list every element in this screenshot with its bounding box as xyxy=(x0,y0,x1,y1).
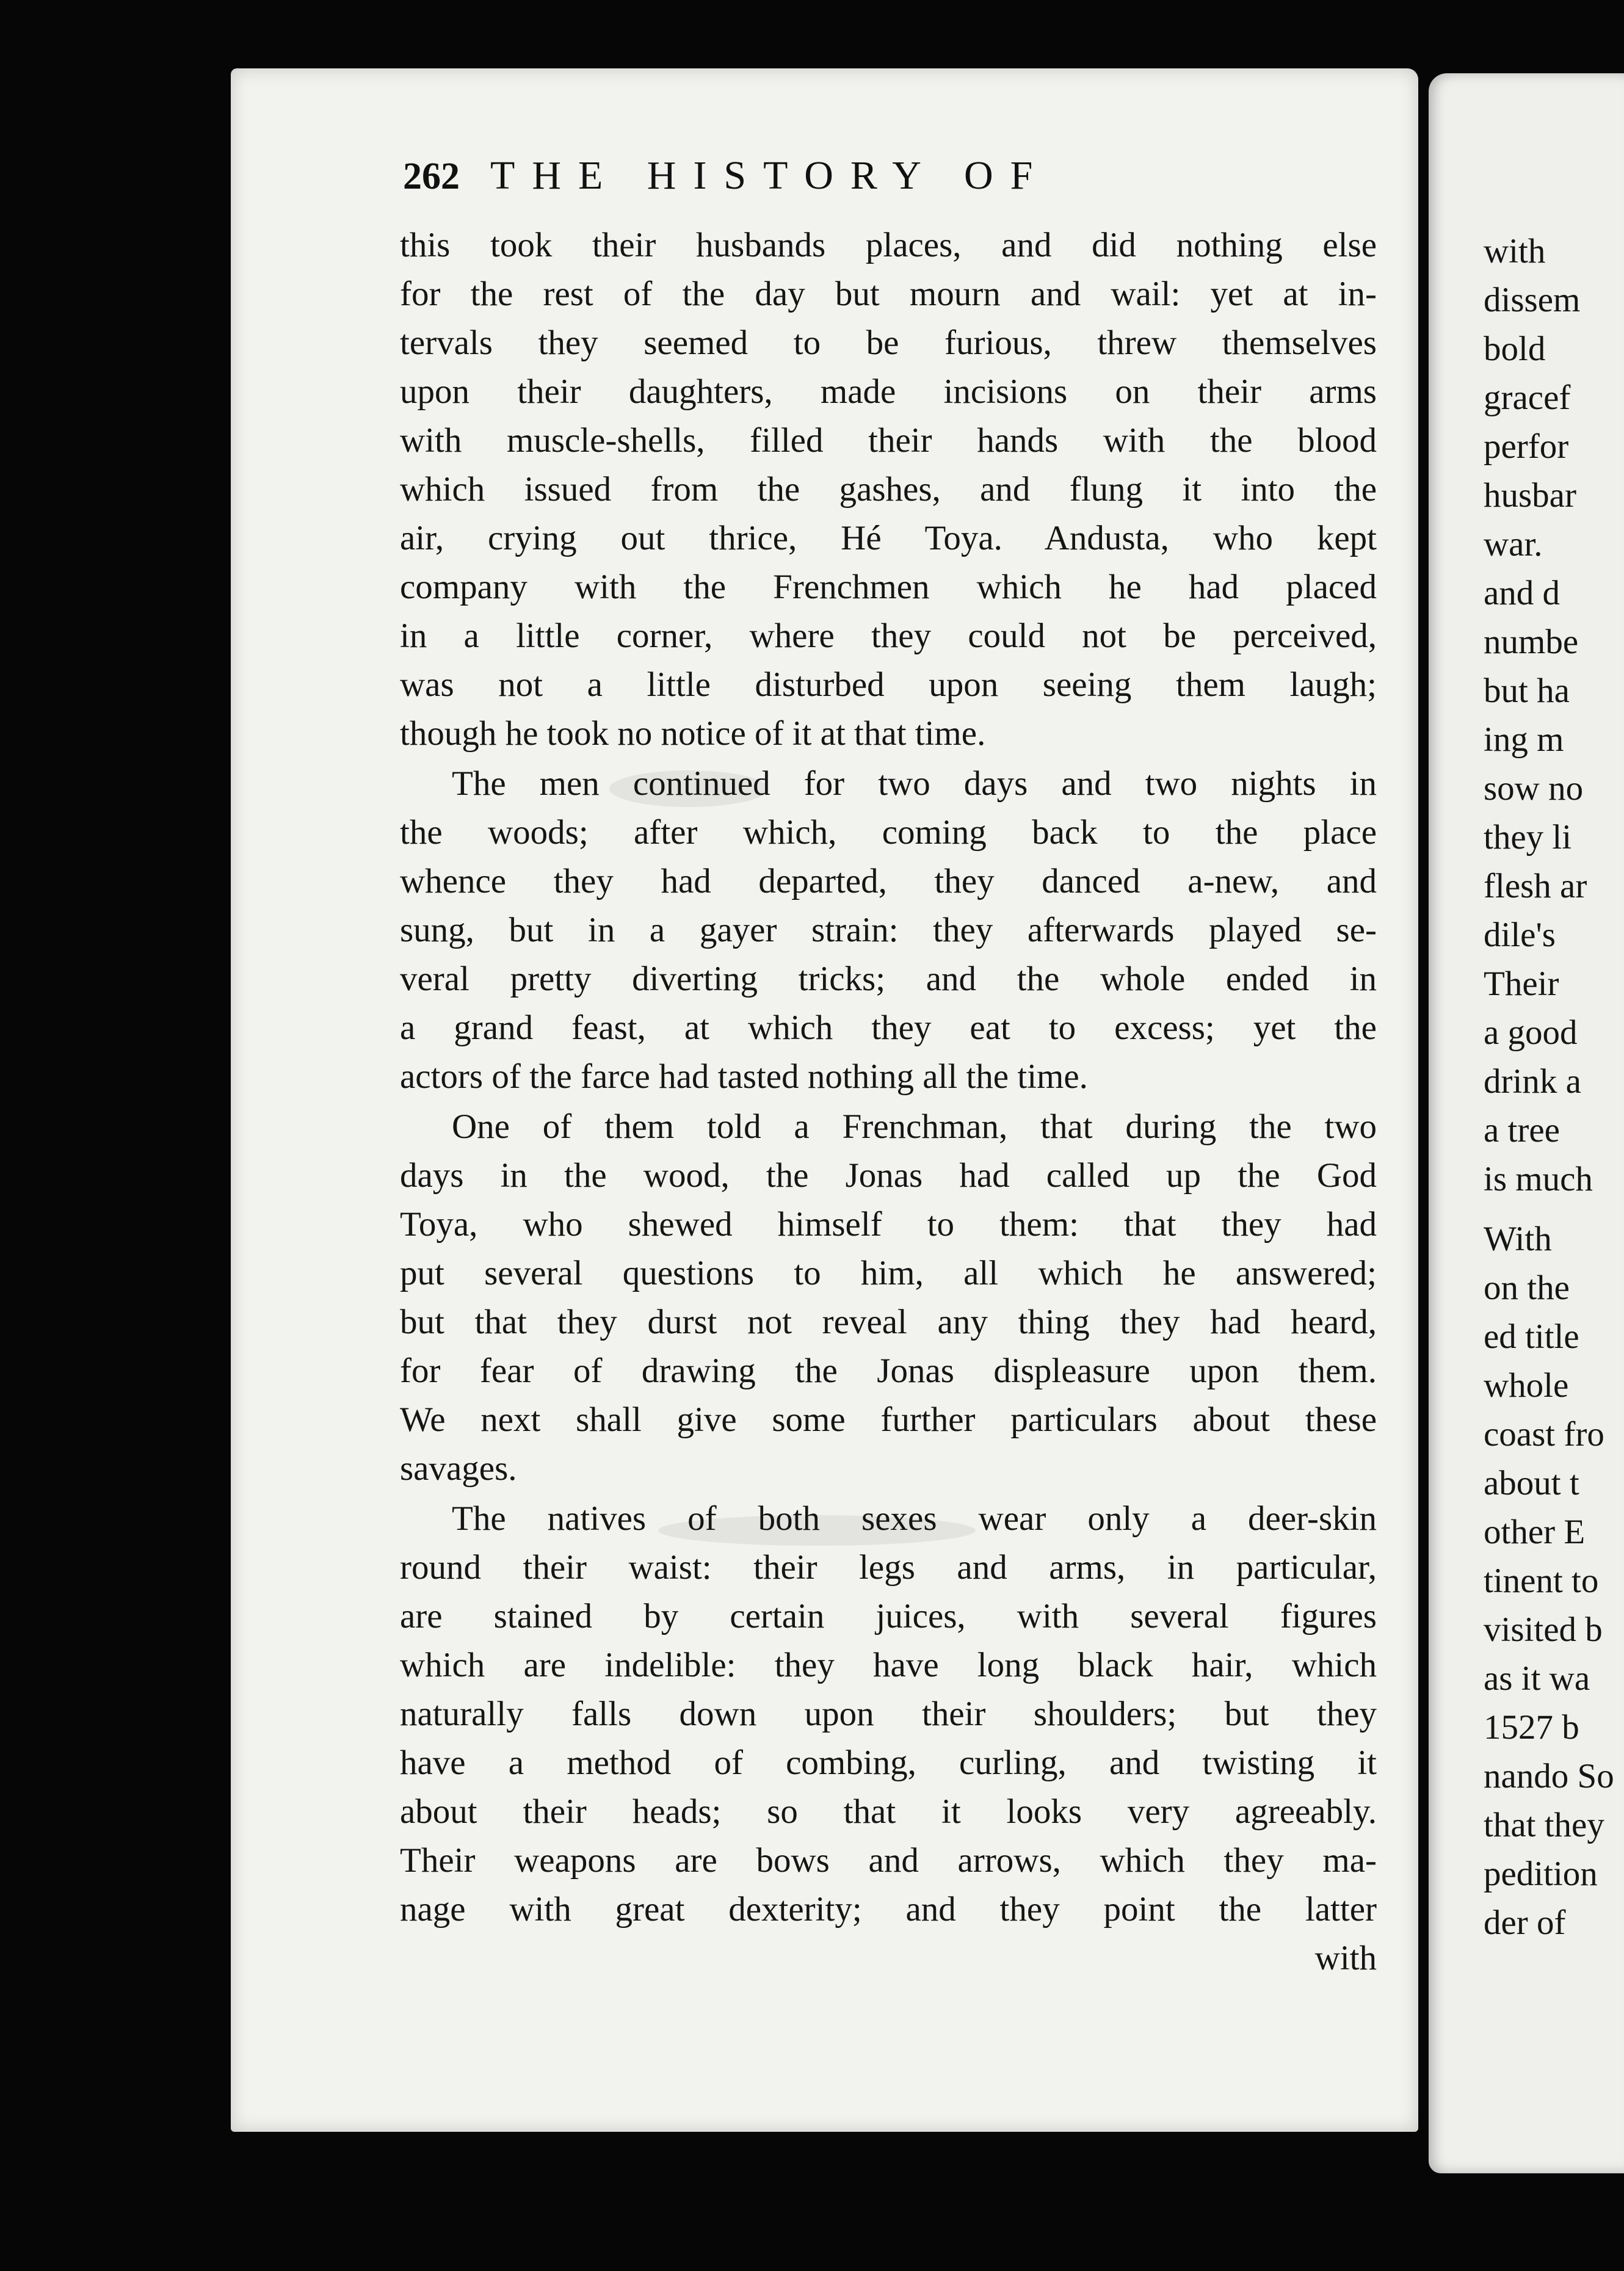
text-fragment: nando So xyxy=(1484,1757,1614,1795)
text-fragment: about t xyxy=(1484,1464,1579,1502)
text-fragment: numbe xyxy=(1484,623,1579,661)
text-fragment: that they xyxy=(1484,1806,1604,1844)
text-line: put several questions to him, all which he answered; xyxy=(400,1254,1377,1292)
text-fragment: gracef xyxy=(1484,378,1571,417)
text-fragment: pedition xyxy=(1484,1855,1598,1893)
text-line: savages. xyxy=(400,1449,517,1488)
text-line: in a little corner, where they could not be perceived, xyxy=(400,617,1377,655)
text-fragment: sow no xyxy=(1484,769,1584,808)
text-fragment: ed title xyxy=(1484,1317,1579,1356)
text-fragment: is much xyxy=(1484,1160,1593,1198)
text-line: actors of the farce had tasted nothing all the time. xyxy=(400,1057,1088,1096)
text-fragment: on the xyxy=(1484,1269,1570,1307)
text-line: Their weapons are bows and arrows, which they ma- xyxy=(400,1841,1377,1880)
text-line: veral pretty diverting tricks; and the whole ended in xyxy=(400,960,1377,998)
text-fragment: ing m xyxy=(1484,720,1564,759)
text-fragment: but ha xyxy=(1484,672,1570,710)
text-fragment: with xyxy=(1484,232,1546,270)
page-number: 262 xyxy=(403,156,460,197)
text-line: but that they durst not reveal any thing they had heard, xyxy=(400,1303,1377,1341)
running-head: THE HISTORY OF xyxy=(490,153,1050,198)
text-fragment: and d xyxy=(1484,574,1561,612)
text-fragment: drink a xyxy=(1484,1062,1581,1101)
text-fragment: perfor xyxy=(1484,427,1569,466)
text-fragment: a tree xyxy=(1484,1111,1560,1150)
text-line: for fear of drawing the Jonas displeasure upon them. xyxy=(400,1352,1377,1390)
text-fragment: whole xyxy=(1484,1366,1569,1405)
text-line: which issued from the gashes, and flung it into the xyxy=(400,470,1377,509)
text-line: tervals they seemed to be furious, threw themselves xyxy=(400,324,1377,362)
text-line: which are indelible: they have long black hair, which xyxy=(400,1646,1377,1684)
text-fragment: as it wa xyxy=(1484,1659,1590,1698)
page-header xyxy=(403,153,1049,199)
text-line: Toya, who shewed himself to them: that they had xyxy=(400,1205,1377,1244)
text-line: this took their husbands places, and did nothing else xyxy=(400,226,1377,264)
text-line: nage with great dexterity; and they point the latter xyxy=(400,1890,1377,1929)
text-fragment: der of xyxy=(1484,1903,1566,1942)
text-fragment: they li xyxy=(1484,818,1572,857)
text-line: upon their daughters, made incisions on their arms xyxy=(400,372,1377,411)
text-fragment: dissem xyxy=(1484,281,1581,319)
catchword: with xyxy=(1314,1939,1377,1977)
text-line: was not a little disturbed upon seeing them laugh; xyxy=(400,665,1377,704)
text-fragment: flesh ar xyxy=(1484,867,1587,905)
text-line: days in the wood, the Jonas had called up the God xyxy=(400,1156,1377,1195)
text-line: for the rest of the day but mourn and wail: yet at in- xyxy=(400,275,1377,313)
text-fragment: Their xyxy=(1484,965,1559,1003)
text-line: with muscle-shells, filled their hands with the blood xyxy=(400,421,1377,460)
text-line: We next shall give some further particulars about these xyxy=(400,1400,1377,1439)
text-line: sung, but in a gayer strain: they afterwards played se- xyxy=(400,911,1377,949)
text-fragment: a good xyxy=(1484,1013,1578,1052)
text-fragment: tinent to xyxy=(1484,1562,1599,1600)
text-line: The natives of both sexes wear only a deer-skin xyxy=(452,1499,1377,1538)
text-fragment: coast fro xyxy=(1484,1415,1604,1454)
text-line: a grand feast, at which they eat to excess; yet the xyxy=(400,1009,1377,1047)
text-line: company with the Frenchmen which he had placed xyxy=(400,568,1377,606)
text-fragment: 1527 b xyxy=(1484,1708,1579,1747)
text-line: One of them told a Frenchman, that during the two xyxy=(452,1107,1377,1146)
text-line: The men continued for two days and two nights in xyxy=(452,764,1377,803)
text-line: whence they had departed, they danced a-new, and xyxy=(400,862,1377,900)
text-line: naturally falls down upon their shoulders; but they xyxy=(400,1695,1377,1733)
text-fragment: husbar xyxy=(1484,476,1576,515)
text-fragment: With xyxy=(1484,1220,1552,1258)
text-fragment: visited b xyxy=(1484,1610,1603,1649)
text-line: have a method of combing, curling, and twisting it xyxy=(400,1744,1377,1782)
text-fragment: war. xyxy=(1484,525,1543,563)
text-line: though he took no notice of it at that time. xyxy=(400,714,986,753)
text-fragment: bold xyxy=(1484,330,1546,368)
text-line: about their heads; so that it looks very agreeably. xyxy=(400,1792,1377,1831)
text-fragment: other E xyxy=(1484,1513,1586,1551)
text-fragment: dile's xyxy=(1484,916,1556,954)
text-line: air, crying out thrice, Hé Toya. Andusta, who kept xyxy=(400,519,1377,557)
text-line: are stained by certain juices, with several figures xyxy=(400,1597,1377,1635)
text-line: the woods; after which, coming back to the place xyxy=(400,813,1377,852)
text-line: round their waist: their legs and arms, in particular, xyxy=(400,1548,1377,1587)
